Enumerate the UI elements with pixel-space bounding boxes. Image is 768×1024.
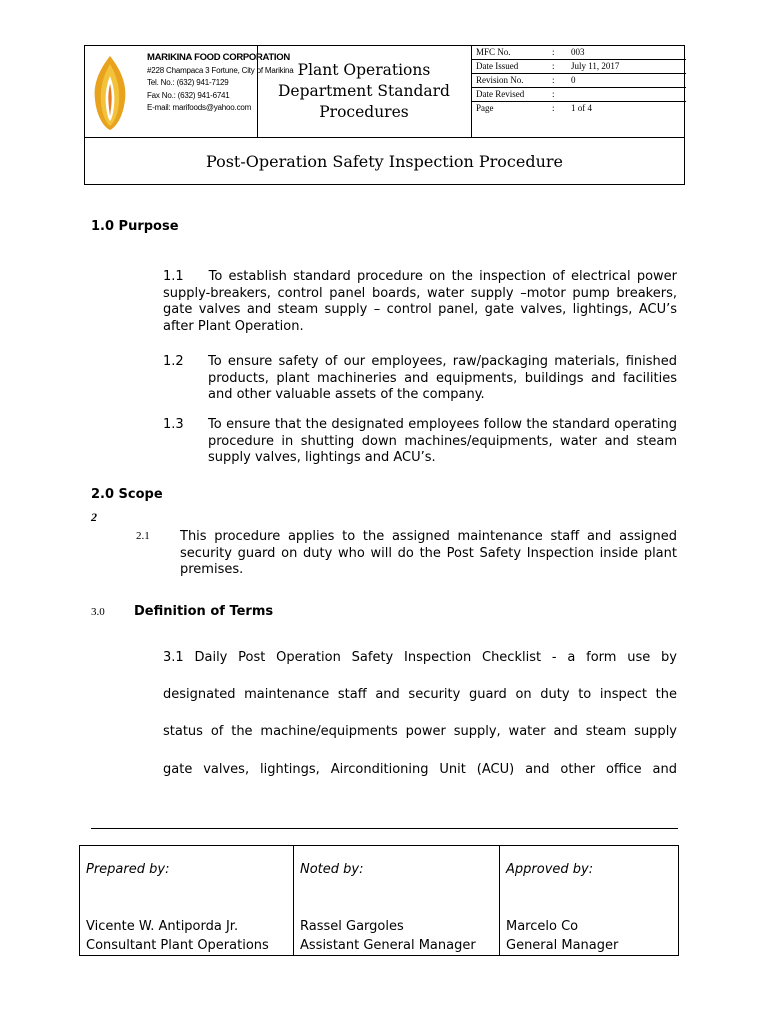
meta-colon: : — [552, 75, 555, 85]
header-top-row — [85, 46, 684, 138]
meta-key: Page — [476, 103, 494, 113]
signature-name: Rassel Gargoles — [300, 919, 404, 934]
meta-key: Revision No. — [476, 75, 524, 85]
signature-table — [79, 845, 679, 956]
department-title-cell — [257, 46, 472, 137]
signature-position: Assistant General Manager — [300, 938, 476, 953]
purpose-heading: 1.0 Purpose — [91, 219, 179, 234]
meta-colon: : — [552, 103, 555, 113]
signature-role: Noted by: — [300, 862, 364, 877]
scope-marker: 2 — [91, 510, 97, 524]
meta-key: MFC No. — [476, 47, 511, 57]
purpose-item-3-num: 1.3 — [163, 417, 184, 432]
company-email: E-mail: marifoods@yahoo.com — [147, 103, 252, 112]
department-title: Plant Operations Department Standard Procedures — [278, 61, 450, 121]
procedure-title-cell — [85, 137, 684, 185]
meta-colon: : — [552, 47, 555, 57]
signature-name: Vicente W. Antiporda Jr. — [86, 919, 239, 934]
definition-line: gate valves, lightings, Airconditioning Unit (ACU) and other office and — [163, 762, 677, 777]
purpose-item-1 — [163, 269, 677, 335]
company-logo-flame — [91, 54, 129, 132]
definition-line: designated maintenance staff and security guard on duty to inspect the — [163, 687, 677, 702]
meta-colon: : — [552, 61, 555, 71]
purpose-item-2-num: 1.2 — [163, 354, 184, 369]
signature-role: Prepared by: — [86, 862, 170, 877]
procedure-title: Post-Operation Safety Inspection Procedure — [205, 151, 564, 171]
signature-name: Marcelo Co — [506, 919, 579, 934]
meta-row-revision-no — [471, 74, 686, 88]
company-address: #228 Champaca 3 Fortune, City of Marikina — [147, 65, 294, 75]
signature-noted-by — [293, 846, 500, 955]
company-info-cell — [85, 46, 294, 137]
scope-item-1-text: This procedure applies to the assigned maintenance staff and assigned security guard on duty who will do the Post Safety Inspection inside plant premises. — [180, 529, 677, 577]
meta-row-date-issued — [471, 60, 686, 74]
meta-key: Date Issued — [476, 61, 519, 71]
purpose-item-1-num: 1.1 — [163, 269, 184, 284]
meta-value: July 11, 2017 — [571, 61, 620, 71]
signature-position: General Manager — [506, 938, 619, 953]
document-meta-cell — [471, 46, 686, 137]
signature-position: Consultant Plant Operations — [86, 938, 269, 953]
meta-row-mfc-no — [471, 46, 686, 60]
definitions-num: 3.0 — [91, 606, 105, 618]
meta-value: 0 — [571, 75, 576, 85]
document-header — [84, 45, 685, 185]
purpose-item-2-text: To ensure safety of our employees, raw/packaging materials, finished products, plant machineries and equipments, buildings and facilities and other valuable assets of the company. — [208, 354, 677, 402]
scope-heading: 2.0 Scope — [91, 487, 163, 502]
signature-prepared-by — [80, 846, 293, 955]
definition-line: status of the machine/equipments power supply, water and steam supply — [163, 724, 677, 739]
meta-key: Date Revised — [476, 89, 525, 99]
meta-value: 003 — [571, 47, 585, 57]
company-fax: Fax No.: (632) 941-6741 — [147, 90, 230, 100]
footer-divider — [91, 828, 678, 829]
signature-approved-by — [499, 846, 679, 955]
definition-line: 3.1 Daily Post Operation Safety Inspection Checklist - a form use by — [163, 650, 677, 665]
meta-row-page — [471, 102, 686, 115]
company-details — [147, 52, 294, 115]
company-tel: Tel. No.: (632) 941-7129 — [147, 78, 229, 87]
meta-row-date-revised — [471, 88, 686, 102]
purpose-item-1-text: To establish standard procedure on the inspection of electrical power supply-breakers, control panel boards, water supply –motor pump breakers, gate valves and steam supply – control panel, gate valves, lightings, ACU’s after Plant Operation. — [163, 269, 678, 334]
meta-colon: : — [552, 89, 555, 99]
definitions-heading: Definition of Terms — [134, 604, 274, 619]
meta-value: 1 of 4 — [571, 103, 592, 113]
signature-role: Approved by: — [506, 862, 594, 877]
scope-item-1-num: 2.1 — [136, 530, 150, 542]
purpose-item-3-text: To ensure that the designated employees follow the standard operating procedure in shutting down machines/equipments, water and steam supply valves, lightings and ACU’s. — [208, 417, 677, 465]
company-name: MARIKINA FOOD CORPORATION — [147, 52, 290, 63]
